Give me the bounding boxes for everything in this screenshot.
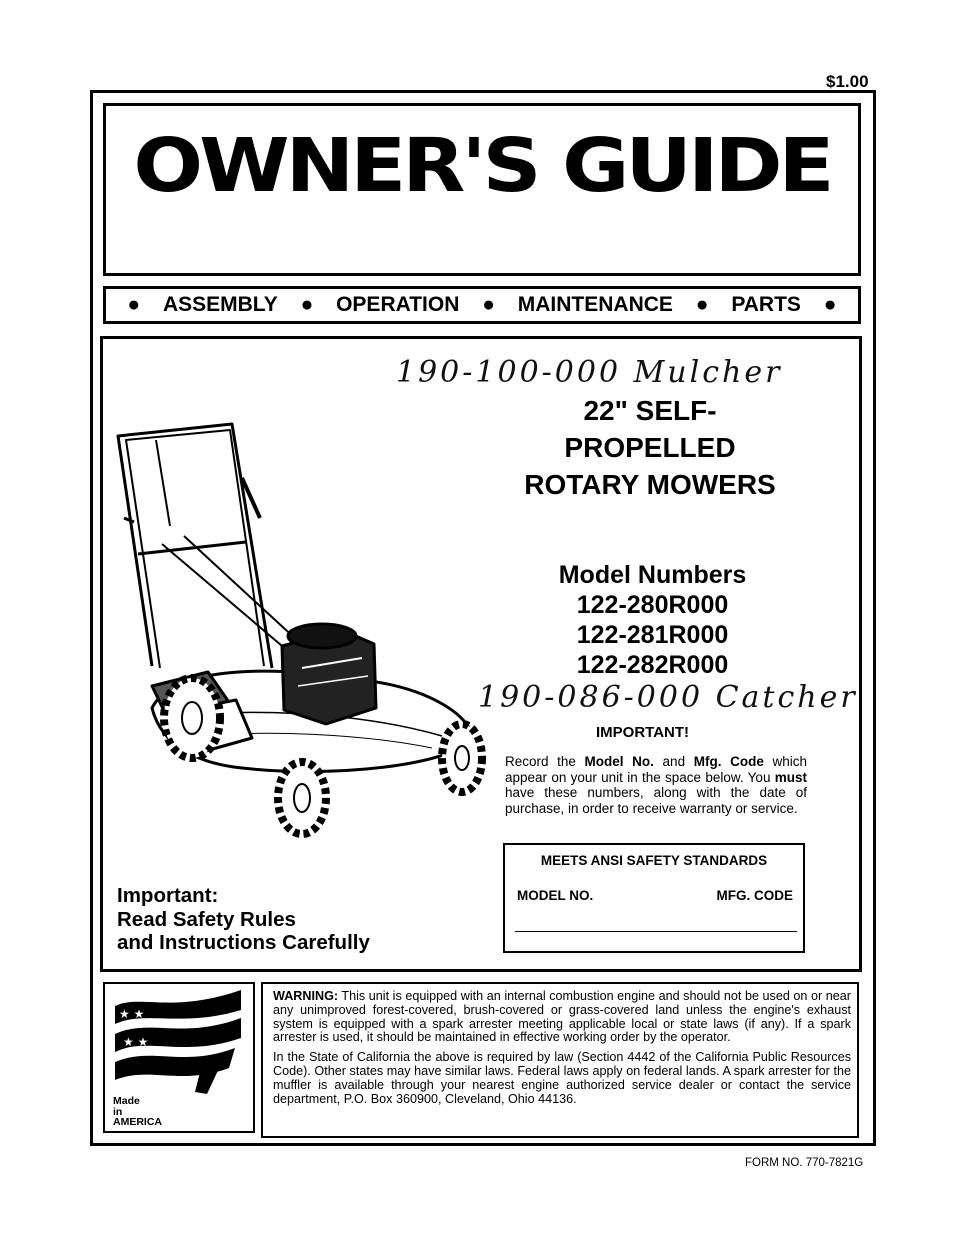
warning-text <box>273 990 851 1112</box>
record-bold: must <box>774 769 807 785</box>
record-bold: Mfg. Code <box>693 754 764 769</box>
warning-paragraph: This unit is equipped with an internal combustion engine and should not be used on or near any unimproved forest-covered, brush-covered or grass-covered land unless the engine's exhaust system is equipped with a spark arrester meeting applicable local or state laws (if any). If a spark arrester is used, it should be maintained in effective working order by the operator. <box>273 989 851 1045</box>
section-bar <box>103 286 861 324</box>
form-number: FORM NO. 770-7821G <box>745 1157 864 1169</box>
model-number: 122-282R000 <box>576 651 729 679</box>
product-line-3: ROTARY MOWERS <box>524 469 776 500</box>
ansi-title: MEETS ANSI SAFETY STANDARDS <box>540 853 768 868</box>
handwritten-catcher: 190-086-000 Catcher <box>478 680 858 715</box>
record-text: and <box>653 754 694 769</box>
svg-text:★ ★: ★ ★ <box>123 1035 149 1049</box>
entry-line <box>515 931 797 932</box>
model-numbers <box>520 560 785 680</box>
section-parts: PARTS <box>731 293 801 316</box>
warning-box <box>261 982 859 1138</box>
made-in-america-box <box>103 982 255 1133</box>
bullet-icon: ● <box>823 293 837 316</box>
model-heading: Model Numbers <box>558 561 747 589</box>
model-no-label: MODEL NO. <box>517 888 594 903</box>
model-number: 122-281R000 <box>576 621 729 649</box>
important-heading: IMPORTANT! <box>596 724 690 741</box>
section-maintenance: MAINTENANCE <box>517 293 673 316</box>
record-text: Record the <box>505 754 585 769</box>
mower-front-wheel <box>278 762 326 834</box>
page-title: OWNER'S GUIDE <box>133 123 831 210</box>
record-instructions <box>505 754 807 816</box>
warning-label: WARNING: <box>273 989 339 1003</box>
model-number: 122-280R000 <box>576 591 729 619</box>
product-title <box>500 392 800 503</box>
warning-paragraph: In the State of California the above is required by law (Section 4442 of the California Public Resources Code). Other states may have similar laws. Federal laws apply on federal lands. A spark arrester for the muffler is available through your nearest engine authorized service dealer or contact the service department, P.O. Box 360900, Cleveland, Ohio 44136. <box>273 1050 851 1106</box>
bullet-icon: ● <box>695 293 709 316</box>
record-text: which appear on your unit in the space below. You <box>505 754 807 785</box>
safety-note-line: and Instructions Carefully <box>117 931 370 954</box>
mfg-code-label: MFG. CODE <box>716 888 793 903</box>
made-in-line: AMERICA <box>113 1116 162 1128</box>
bullet-icon: ● <box>127 293 141 316</box>
bullet-icon: ● <box>300 293 314 316</box>
record-text: have these numbers, along with the date of purchase, in order to receive warranty or service. <box>505 785 807 816</box>
mower-front-right-wheel <box>442 724 482 792</box>
flag-icon <box>111 988 247 1096</box>
ansi-box <box>503 843 805 953</box>
product-line-2: PROPELLED <box>564 432 736 463</box>
safety-note-line: Important: <box>117 884 219 907</box>
section-assembly: ASSEMBLY <box>162 293 278 316</box>
record-bold: Model No. <box>584 754 654 769</box>
section-operation: OPERATION <box>336 293 460 316</box>
handwritten-mulcher: 190-100-000 Mulcher <box>396 355 783 390</box>
mower-rear-wheel <box>164 678 220 758</box>
product-line-1: 22" SELF- <box>583 395 717 426</box>
safety-note-line: Read Safety Rules <box>117 907 296 931</box>
made-in-label <box>113 1096 162 1128</box>
mower-illustration <box>112 418 502 838</box>
made-in-line: Made <box>113 1095 140 1107</box>
svg-text:★ ★: ★ ★ <box>119 1007 145 1021</box>
made-in-line: in <box>113 1105 123 1118</box>
safety-note <box>117 884 370 955</box>
price-label: $1.00 <box>826 72 869 91</box>
bullet-icon: ● <box>482 293 495 316</box>
